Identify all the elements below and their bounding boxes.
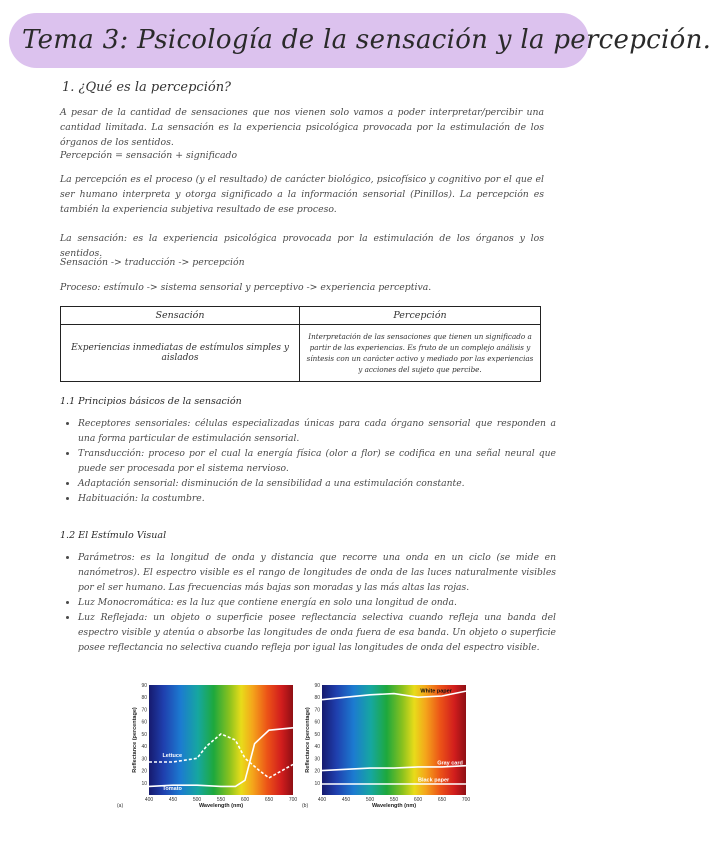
y-tick-label: 30 [141, 756, 147, 763]
y-tick-label: 90 [314, 683, 320, 689]
x-axis-label: Wavelength (nm) [198, 803, 244, 809]
subsection-heading: 1.1 Principios básicos de la sensación [60, 396, 242, 407]
table-cell: Interpretación de las sensaciones que tienen un significado a partir de las experiencias. Es fruto de un complejo análisis y síntesis con un carácter activo y mediado por las experiencias y acciones del sujeto que percibe. [300, 325, 541, 382]
panel-label: (a) [117, 803, 124, 809]
paragraph: La sensación: es la experiencia psicológica provocada por la estimulación de los órganos y los sentidos. [60, 233, 544, 259]
series-label: Tomato [162, 786, 182, 793]
y-tick-label: 10 [314, 780, 320, 787]
paragraph: Percepción = sensación + significado [60, 150, 238, 161]
section-heading: 1. ¿Qué es la percepción? [62, 80, 232, 95]
list-item: • Receptores sensoriales: células especializadas únicas para cada órgano sensorial que responden a una forma particular de estimulación sensorial. [78, 416, 556, 446]
y-tick-label: 80 [314, 695, 320, 702]
x-tick-label: 700 [461, 797, 471, 803]
comparison-table [60, 306, 541, 382]
y-tick-label: 80 [141, 695, 147, 702]
principles-list [66, 416, 556, 506]
visual-stimulus-list [66, 550, 556, 655]
x-axis-label: Wavelength (nm) [371, 803, 417, 809]
y-tick-label: 60 [314, 719, 320, 726]
x-tick-label: 500 [192, 797, 202, 803]
x-tick-label: 700 [288, 797, 298, 803]
x-tick-label: 600 [413, 797, 423, 803]
list-item: • Adaptación sensorial: disminución de la sensibilidad a una estimulación constante. [78, 476, 556, 491]
y-tick-label: 90 [141, 683, 147, 689]
y-tick-label: 70 [141, 707, 147, 714]
y-tick-label: 30 [314, 756, 320, 763]
y-tick-label: 70 [314, 707, 320, 714]
panel-label: (b) [302, 803, 309, 809]
y-tick-label: 40 [141, 744, 147, 751]
list-item: • Luz Monocromática: es la luz que contiene energía en solo una longitud de onda. [78, 595, 556, 610]
list-item: • Habituación: la costumbre. [78, 491, 556, 506]
y-tick-label: 60 [141, 719, 147, 726]
series-label: Black paper [418, 777, 450, 784]
y-tick-label: 50 [314, 731, 320, 738]
y-tick-label: 20 [141, 768, 147, 775]
x-tick-label: 450 [341, 797, 351, 803]
spectrum-background [149, 685, 293, 795]
table-header: Sensación [61, 307, 300, 325]
x-tick-label: 650 [437, 797, 447, 803]
y-axis-label: Reflectance (percentage) [305, 707, 311, 773]
x-tick-label: 500 [365, 797, 375, 803]
reflectance-chart-b [300, 677, 475, 809]
x-tick-label: 650 [264, 797, 274, 803]
x-tick-label: 400 [144, 797, 154, 803]
y-tick-label: 40 [314, 744, 320, 751]
y-tick-label: 20 [314, 768, 320, 775]
x-tick-label: 600 [240, 797, 250, 803]
x-tick-label: 550 [216, 797, 226, 803]
paragraph: La percepción es el proceso (y el resultado) de carácter biológico, psicofísico y cognitivo por el que el ser humano interpreta y otorga significado a la información sensorial (Pinillos). La percepción es también la experiencia subjetiva resultado de ese proceso. [60, 174, 544, 215]
page-title: Tema 3: Psicología de la sensación y la percepción. [22, 25, 711, 55]
subsection-heading: 1.2 El Estímulo Visual [60, 530, 167, 541]
y-tick-label: 10 [141, 780, 147, 787]
x-tick-label: 450 [168, 797, 178, 803]
y-tick-label: 50 [141, 731, 147, 738]
x-tick-label: 550 [389, 797, 399, 803]
paragraph: Sensación -> traducción -> percepción [60, 257, 245, 268]
table-cell: Experiencias inmediatas de estímulos simples y aislados [61, 325, 300, 382]
series-label: Gray card [437, 760, 463, 767]
y-axis-label: Reflectance (percentage) [132, 707, 138, 773]
paragraph: A pesar de la cantidad de sensaciones que nos vienen solo vamos a poder interpretar/percibir una cantidad limitada. La sensación es la experiencia psicológica provocada por la estimulación de los órganos de los sentidos. [60, 107, 544, 148]
series-label: Lettuce [162, 753, 183, 760]
table-header: Percepción [300, 307, 541, 325]
reflectance-chart-a [115, 677, 300, 809]
series-label: White paper [420, 688, 452, 695]
list-item: • Transducción: proceso por el cual la energía física (olor a flor) se codifica en una señal neural que puede ser procesada por el sistema nervioso. [78, 446, 556, 476]
list-item: • Parámetros: es la longitud de onda y distancia que recorre una onda en un ciclo (se mide en nanómetros). El espectro visible es el rango de longitudes de onda de las luces naturalmente visibles por el ser humano. Las frecuencias más bajas son moradas y las más altas las rojas. [78, 550, 556, 595]
list-item: • Luz Reflejada: un objeto o superficie posee reflectancia selectiva cuando refleja una banda del espectro visible y atenúa o absorbe las longitudes de onda fuera de esa banda. Un objeto o superficie posee reflectancia no selectiva cuando refleja por igual las longitudes de onda del espectro visible. [78, 610, 556, 655]
paragraph: Proceso: estímulo -> sistema sensorial y perceptivo -> experiencia perceptiva. [60, 282, 432, 293]
x-tick-label: 400 [317, 797, 327, 803]
